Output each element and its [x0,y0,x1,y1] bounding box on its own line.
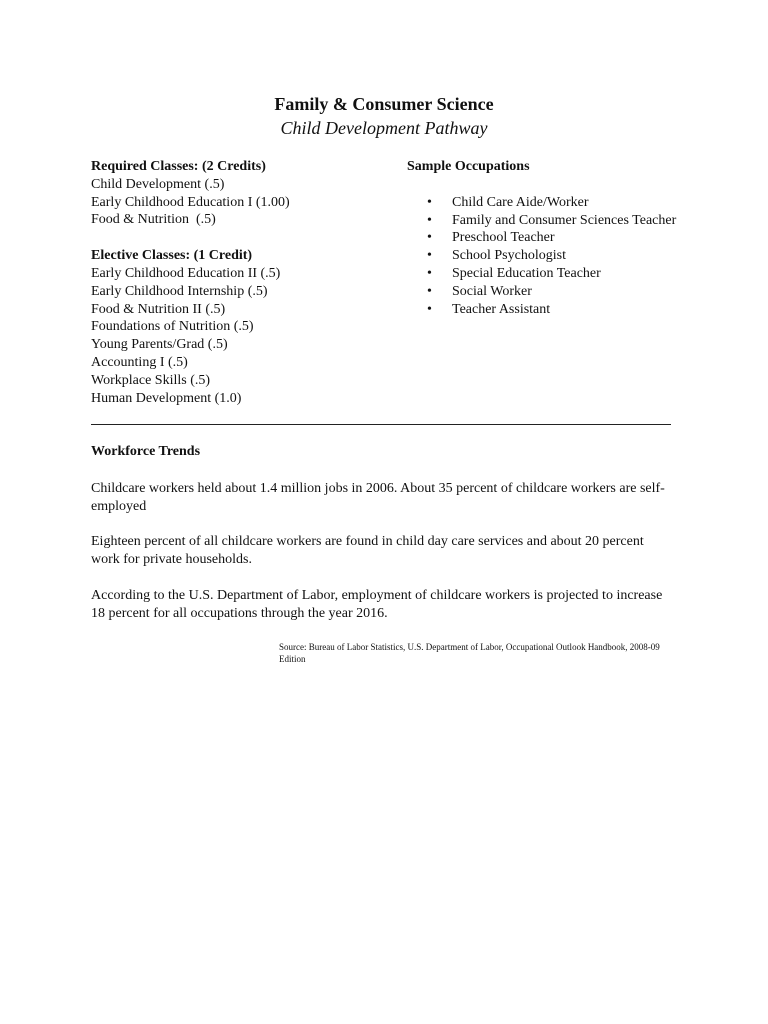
occupation-label: Child Care Aide/Worker [452,194,589,210]
list-item [407,283,677,301]
occupations-heading: Sample Occupations [407,159,530,174]
bullet-icon: • [427,265,432,281]
bullet-icon: • [427,230,432,246]
workforce-paragraph: According to the U.S. Department of Labor, employment of childcare workers is projected to increase 18 percent for all occupations through the year 2016. [91,588,663,621]
classes-column [91,158,391,407]
list-item [407,301,677,319]
occupation-label: Family and Consumer Sciences Teacher [452,212,677,228]
required-class-item: Child Development (.5) [91,176,225,192]
list-item [407,247,677,265]
list-item [407,212,677,230]
page-title: Family & Consumer Science [274,94,494,114]
list-item [407,265,677,283]
required-classes-heading: Required Classes: (2 Credits) [91,159,266,174]
bullet-icon: • [427,194,432,210]
elective-class-item: Young Parents/Grad (.5) [91,337,228,353]
occupation-label: Preschool Teacher [452,230,555,246]
elective-class-item: Food & Nutrition II (.5) [91,301,226,317]
bullet-icon: • [427,248,432,264]
occupation-label: Special Education Teacher [452,265,601,281]
list-item [407,229,677,247]
elective-class-item: Human Development (1.0) [91,390,242,406]
elective-class-item: Accounting I (.5) [91,354,188,370]
bullet-icon: • [427,301,432,317]
elective-class-item: Workplace Skills (.5) [91,372,211,388]
bullet-icon: • [427,212,432,228]
bullet-icon: • [427,283,432,299]
occupation-label: Teacher Assistant [452,301,551,317]
list-item [407,194,677,212]
section-divider [91,424,671,425]
occupations-column [407,158,677,318]
workforce-paragraph: Childcare workers held about 1.4 million jobs in 2006. About 35 percent of childcare workers are self-employed [91,481,665,514]
workforce-paragraph: Eighteen percent of all childcare workers are found in child day care services and about 20 percent work for private households. [91,534,644,567]
occupations-list [407,194,677,319]
elective-class-item: Early Childhood Education II (.5) [91,265,281,281]
elective-class-item: Foundations of Nutrition (.5) [91,319,254,335]
elective-class-item: Early Childhood Internship (.5) [91,283,268,299]
page-subtitle: Child Development Pathway [280,118,488,138]
required-class-item: Food & Nutrition (.5) [91,212,216,228]
elective-classes-heading: Elective Classes: (1 Credit) [91,248,253,264]
occupation-label: School Psychologist [452,248,566,264]
occupation-label: Social Worker [452,283,532,299]
source-citation: Source: Bureau of Labor Statistics, U.S. Department of Labor, Occupational Outlook Handbook, 2008-09 Edition [279,642,660,664]
workforce-trends-heading: Workforce Trends [91,444,201,459]
required-class-item: Early Childhood Education I (1.00) [91,194,290,210]
